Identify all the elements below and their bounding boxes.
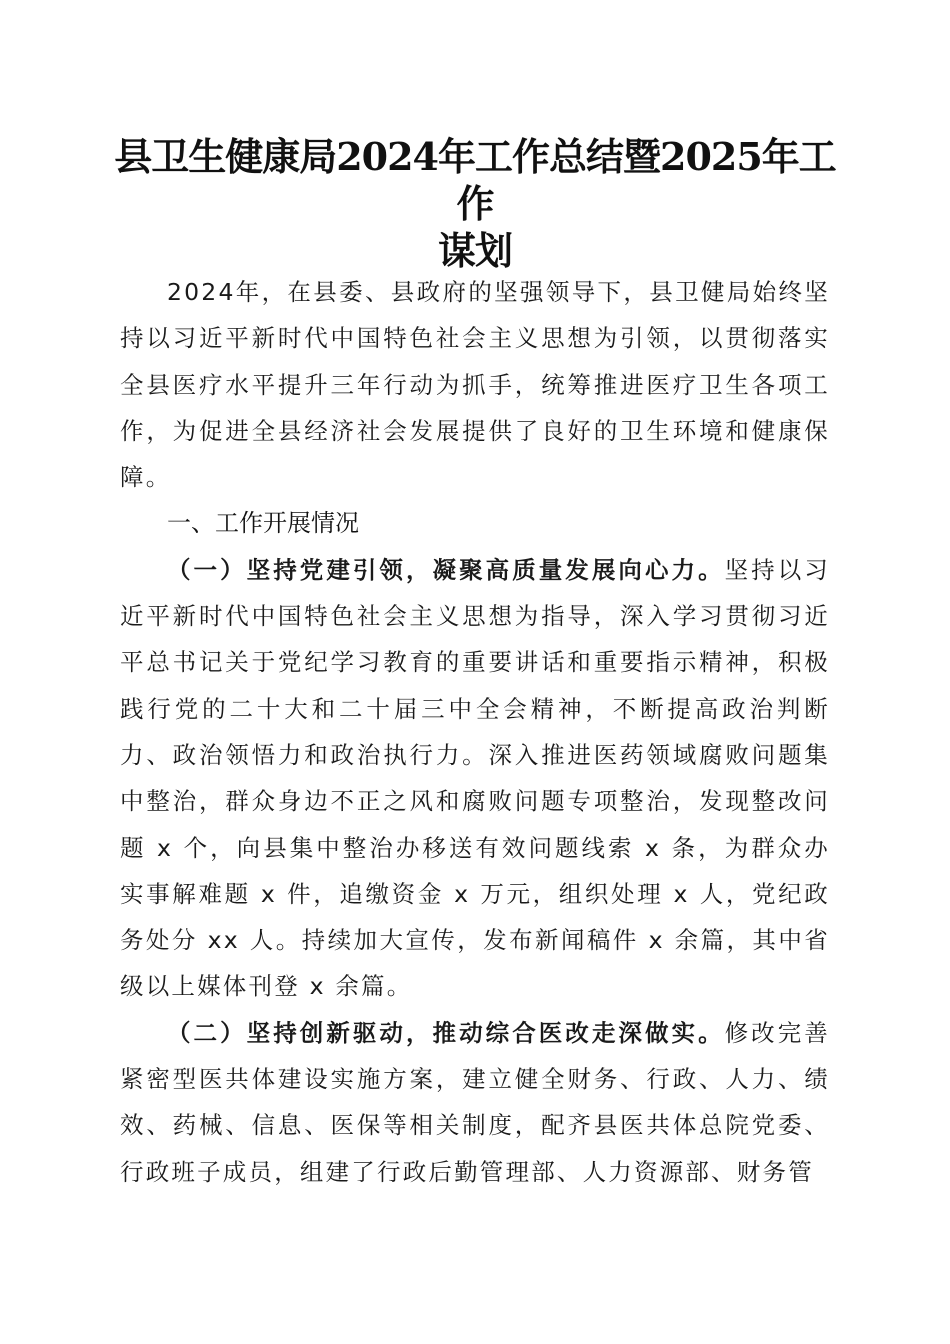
section-item-1 <box>120 547 830 1010</box>
title-line-1: 县卫生健康局2024年工作总结暨2025年工作 <box>114 134 836 226</box>
section-heading: 一、工作开展情况 <box>167 509 359 538</box>
document-title <box>100 133 850 274</box>
title-line-2: 谋划 <box>437 228 512 273</box>
item-2-text: 修改完善紧密型医共体建设实施方案，建立健全财务、行政、人力、绩效、药械、信息、医保等相关制度，配齐县医共体总院党委、行政班子成员，组建了行政后勤管理部、人力资源部、财务管 <box>120 1018 830 1186</box>
intro-paragraph: 2024年，在县委、县政府的坚强领导下，县卫健局始终坚持以习近平新时代中国特色社会主义思想为引领，以贯彻落实全县医疗水平提升三年行动为抓手，统筹推进医疗卫生各项工作，为促进全县经济社会发展提供了良好的卫生环境和健康保障。 <box>120 278 830 492</box>
item-1-text: 坚持以习近平新时代中国特色社会主义思想为指导，深入学习贯彻习近平总书记关于党纪学习教育的重要讲话和重要指示精神，积极践行党的二十大和二十届三中全会精神，不断提高政治判断力、政治领悟力和政治执行力。深入推进医药领域腐败问题集中整治，群众身边不正之风和腐败问题专项整治，发现整改问题 x 个，向县集中整治办移送有效问题线索 x 条，为群众办实事解难题 x 件，追缴资金 x 万元，组织处理 x 人，党纪政务处分 xx 人。持续加大宣传，发布新闻稿件 x 余篇，其中省级以上媒体刊登 x 余篇。 <box>120 555 830 1001</box>
item-1-lead: （一）坚持党建引领，凝聚高质量发展向心力。 <box>167 555 725 584</box>
item-2-lead: （二）坚持创新驱动，推动综合医改走深做实。 <box>167 1018 725 1047</box>
document-body <box>120 269 830 1195</box>
section-item-2 <box>120 1010 830 1195</box>
